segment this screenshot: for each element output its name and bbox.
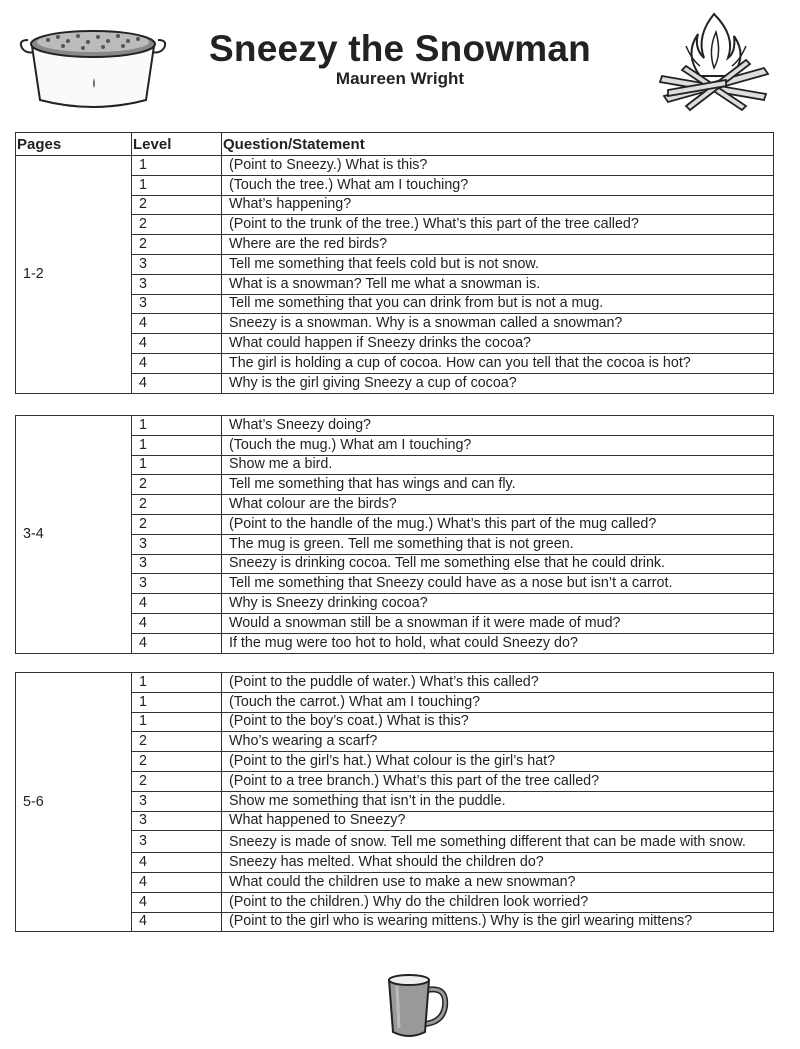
level-cell: 4 (132, 314, 222, 334)
question-cell: What happened to Sneezy? (222, 811, 774, 831)
campfire-icon (656, 6, 776, 116)
level-cell: 3 (132, 554, 222, 574)
question-cell: (Point to the puddle of water.) What’s this called? (222, 673, 774, 693)
question-cell: Sneezy has melted. What should the children do? (222, 853, 774, 873)
question-cell: Why is Sneezy drinking cocoa? (222, 594, 774, 614)
level-cell: 1 (132, 673, 222, 693)
table-header-row (16, 133, 774, 156)
level-cell: 4 (132, 853, 222, 873)
level-cell: 2 (132, 235, 222, 255)
level-cell: 2 (132, 475, 222, 495)
question-cell: What colour are the birds? (222, 495, 774, 515)
level-cell: 3 (132, 811, 222, 831)
question-cell: Tell me something that feels cold but is not snow. (222, 254, 774, 274)
level-cell: 3 (132, 791, 222, 811)
level-cell: 2 (132, 732, 222, 752)
level-cell: 3 (132, 534, 222, 554)
question-cell: Where are the red birds? (222, 235, 774, 255)
level-cell: 2 (132, 752, 222, 772)
question-cell: Tell me something that you can drink from but is not a mug. (222, 294, 774, 314)
question-cell: What could the children use to make a new snowman? (222, 872, 774, 892)
question-cell: (Touch the mug.) What am I touching? (222, 435, 774, 455)
question-cell: Tell me something that has wings and can fly. (222, 475, 774, 495)
level-cell: 3 (132, 574, 222, 594)
level-cell: 3 (132, 274, 222, 294)
level-cell: 3 (132, 254, 222, 274)
level-cell: 1 (132, 175, 222, 195)
question-cell: (Point to the handle of the mug.) What’s this part of the mug called? (222, 514, 774, 534)
question-cell: Sneezy is drinking cocoa. Tell me something else that he could drink. (222, 554, 774, 574)
level-cell: 1 (132, 692, 222, 712)
question-cell: (Point to Sneezy.) What is this? (222, 156, 774, 176)
level-cell: 2 (132, 514, 222, 534)
level-cell: 4 (132, 613, 222, 633)
question-cell: Why is the girl giving Sneezy a cup of cocoa? (222, 373, 774, 393)
questions-table-pages-5-6 (15, 672, 774, 932)
level-cell: 1 (132, 156, 222, 176)
level-cell: 2 (132, 771, 222, 791)
level-cell: 2 (132, 495, 222, 515)
level-cell: 3 (132, 294, 222, 314)
questions-table-pages-3-4 (15, 415, 774, 654)
level-cell: 4 (132, 912, 222, 932)
author-name: Maureen Wright (335, 69, 465, 88)
question-cell: (Touch the tree.) What am I touching? (222, 175, 774, 195)
question-cell: Show me something that isn’t in the puddle. (222, 791, 774, 811)
question-cell: Show me a bird. (222, 455, 774, 475)
question-cell: Sneezy is made of snow. Tell me something different that can be made with snow. (222, 831, 774, 853)
question-cell: The girl is holding a cup of cocoa. How can you tell that the cocoa is hot? (222, 353, 774, 373)
level-cell: 4 (132, 373, 222, 393)
level-cell: 3 (132, 831, 222, 853)
level-cell: 4 (132, 892, 222, 912)
mug-icon (383, 972, 453, 1040)
question-cell: (Point to the girl who is wearing mittens.) Why is the girl wearing mittens? (222, 912, 774, 932)
questions-table-pages-1-2 (15, 132, 774, 394)
header-level: Level (132, 133, 222, 156)
question-cell: (Point to a tree branch.) What’s this part of the tree called? (222, 771, 774, 791)
header-question: Question/Statement (222, 133, 774, 156)
level-cell: 2 (132, 195, 222, 215)
level-cell: 1 (132, 416, 222, 436)
pages-cell: 3-4 (16, 416, 132, 654)
question-cell: (Point to the girl’s hat.) What colour is the girl’s hat? (222, 752, 774, 772)
level-cell: 1 (132, 435, 222, 455)
level-cell: 4 (132, 633, 222, 653)
question-cell: If the mug were too hot to hold, what could Sneezy do? (222, 633, 774, 653)
page-title: Sneezy the Snowman (209, 28, 591, 69)
level-cell: 1 (132, 712, 222, 732)
question-cell: What’s happening? (222, 195, 774, 215)
level-cell: 4 (132, 594, 222, 614)
level-cell: 4 (132, 872, 222, 892)
question-cell: What is a snowman? Tell me what a snowman is. (222, 274, 774, 294)
table-row (16, 673, 774, 693)
question-cell: (Point to the boy’s coat.) What is this? (222, 712, 774, 732)
question-cell: What’s Sneezy doing? (222, 416, 774, 436)
question-cell: Tell me something that Sneezy could have as a nose but isn’t a carrot. (222, 574, 774, 594)
level-cell: 4 (132, 334, 222, 354)
level-cell: 2 (132, 215, 222, 235)
page-header (0, 0, 800, 125)
table-row (16, 416, 774, 436)
question-cell: (Point to the children.) Why do the children look worried? (222, 892, 774, 912)
question-cell: The mug is green. Tell me something that is not green. (222, 534, 774, 554)
pages-cell: 5-6 (16, 673, 132, 932)
question-cell: What could happen if Sneezy drinks the cocoa? (222, 334, 774, 354)
table-row (16, 156, 774, 176)
question-cell: Who’s wearing a scarf? (222, 732, 774, 752)
question-cell: (Point to the trunk of the tree.) What’s this part of the tree called? (222, 215, 774, 235)
question-cell: Sneezy is a snowman. Why is a snowman called a snowman? (222, 314, 774, 334)
question-cell: (Touch the carrot.) What am I touching? (222, 692, 774, 712)
level-cell: 1 (132, 455, 222, 475)
header-pages: Pages (16, 133, 132, 156)
pages-cell: 1-2 (16, 156, 132, 394)
question-cell: Would a snowman still be a snowman if it were made of mud? (222, 613, 774, 633)
level-cell: 4 (132, 353, 222, 373)
